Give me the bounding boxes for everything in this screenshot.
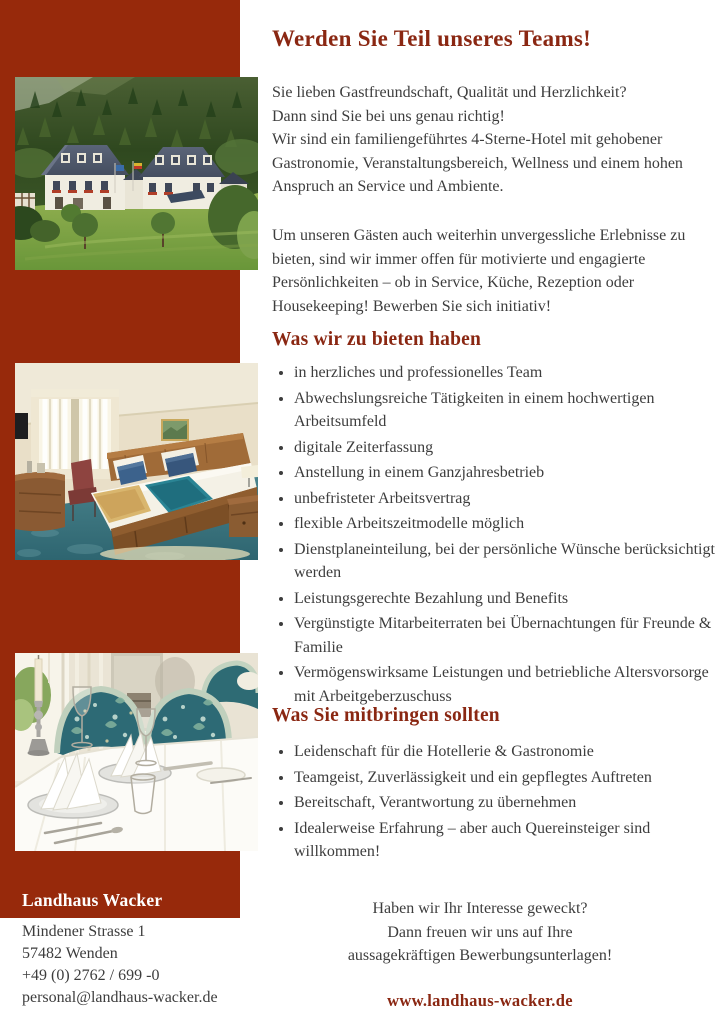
- offer-list: [272, 361, 724, 710]
- intro-line-2: Dann sind Sie bei uns genau richtig!: [272, 107, 505, 125]
- hotel-exterior-photo: [15, 77, 258, 270]
- closing-line-3: aussagekräftigen Bewerbungsunterlagen!: [347, 947, 613, 964]
- contact-street: Mindener Strasse 1: [22, 923, 146, 940]
- contact-company-name: Landhaus Wacker: [22, 890, 163, 910]
- hotel-room-photo: [15, 363, 258, 560]
- offer-list-item: • Leistungsgerechte Bezahlung und Benefits: [294, 587, 724, 611]
- offer-list-item: • flexible Arbeitszeitmodelle möglich: [294, 512, 724, 536]
- closing-block: [288, 897, 672, 1012]
- offer-list-item: • Anstellung in einem Ganzjahresbetrieb: [294, 461, 724, 485]
- requirements-list-item: • Bereitschaft, Verantwortung zu übernehmen: [294, 791, 724, 815]
- intro-paragraph: [272, 81, 724, 199]
- offer-list-item: • in herzliches und professionelles Team: [294, 361, 724, 385]
- offer-list-item: • Dienstplaneinteilung, bei der persönliche Wünsche berücksichtigt werden: [294, 538, 724, 585]
- hotel-exterior-illustration: [15, 77, 258, 270]
- restaurant-table-photo: [15, 653, 258, 851]
- motivation-paragraph: Um unseren Gästen auch weiterhin unvergessliche Erlebnisse zu bieten, sind wir immer offen für motivierte und engagierte Persönlichkeiten – ob in Service, Küche, Rezeption oder Housekeeping! Bewerben Sie sich initiativ!: [272, 227, 686, 315]
- hotel-room-illustration: [15, 363, 258, 560]
- restaurant-illustration: [15, 653, 258, 851]
- contact-phone: +49 (0) 2762 / 699 -0: [22, 967, 160, 984]
- offer-list-item: • unbefristeter Arbeitsvertrag: [294, 487, 724, 511]
- offer-list-item: • Vergünstigte Mitarbeiterraten bei Übernachtungen für Freunde & Familie: [294, 612, 724, 659]
- offer-list-item: • digitale Zeiterfassung: [294, 436, 724, 460]
- requirements-list-item: • Teamgeist, Zuverlässigkeit und ein gepflegtes Auftreten: [294, 766, 724, 790]
- closing-line-1: Haben wir Ihr Interesse geweckt?: [372, 900, 588, 917]
- offer-list-item: • Vermögenswirksame Leistungen und betriebliche Altersvorsorge mit Arbeitgeberzuschuss: [294, 661, 724, 708]
- requirements-list: [272, 740, 724, 866]
- contact-block: [22, 921, 218, 1009]
- requirements-section-heading: Was Sie mitbringen sollten: [272, 705, 500, 726]
- offer-section-heading: Was wir zu bieten haben: [272, 329, 482, 350]
- page-title: Werden Sie Teil unseres Teams!: [272, 26, 592, 51]
- requirements-list-item: • Idealerweise Erfahrung – aber auch Quereinsteiger sind willkommen!: [294, 817, 724, 864]
- intro-line-1: Sie lieben Gastfreundschaft, Qualität und Herzlichkeit?: [272, 84, 627, 101]
- closing-line-2: Dann freuen wir uns auf Ihre: [387, 923, 573, 941]
- requirements-list-item: • Leidenschaft für die Hotellerie & Gastronomie: [294, 740, 724, 764]
- website-link[interactable]: www.landhaus-wacker.de: [387, 990, 573, 1010]
- offer-list-item: • Abwechslungsreiche Tätigkeiten in einem hochwertigen Arbeitsumfeld: [294, 387, 724, 434]
- contact-city: 57482 Wenden: [22, 945, 118, 962]
- intro-line-3: Wir sind ein familiengeführtes 4-Sterne-Hotel mit gehobener Gastronomie, Veranstaltungsbereich, Wellness und einem hohen Anspruch an Service und Ambiente.: [272, 131, 683, 195]
- contact-email-link[interactable]: personal@landhaus-wacker.de: [22, 989, 218, 1006]
